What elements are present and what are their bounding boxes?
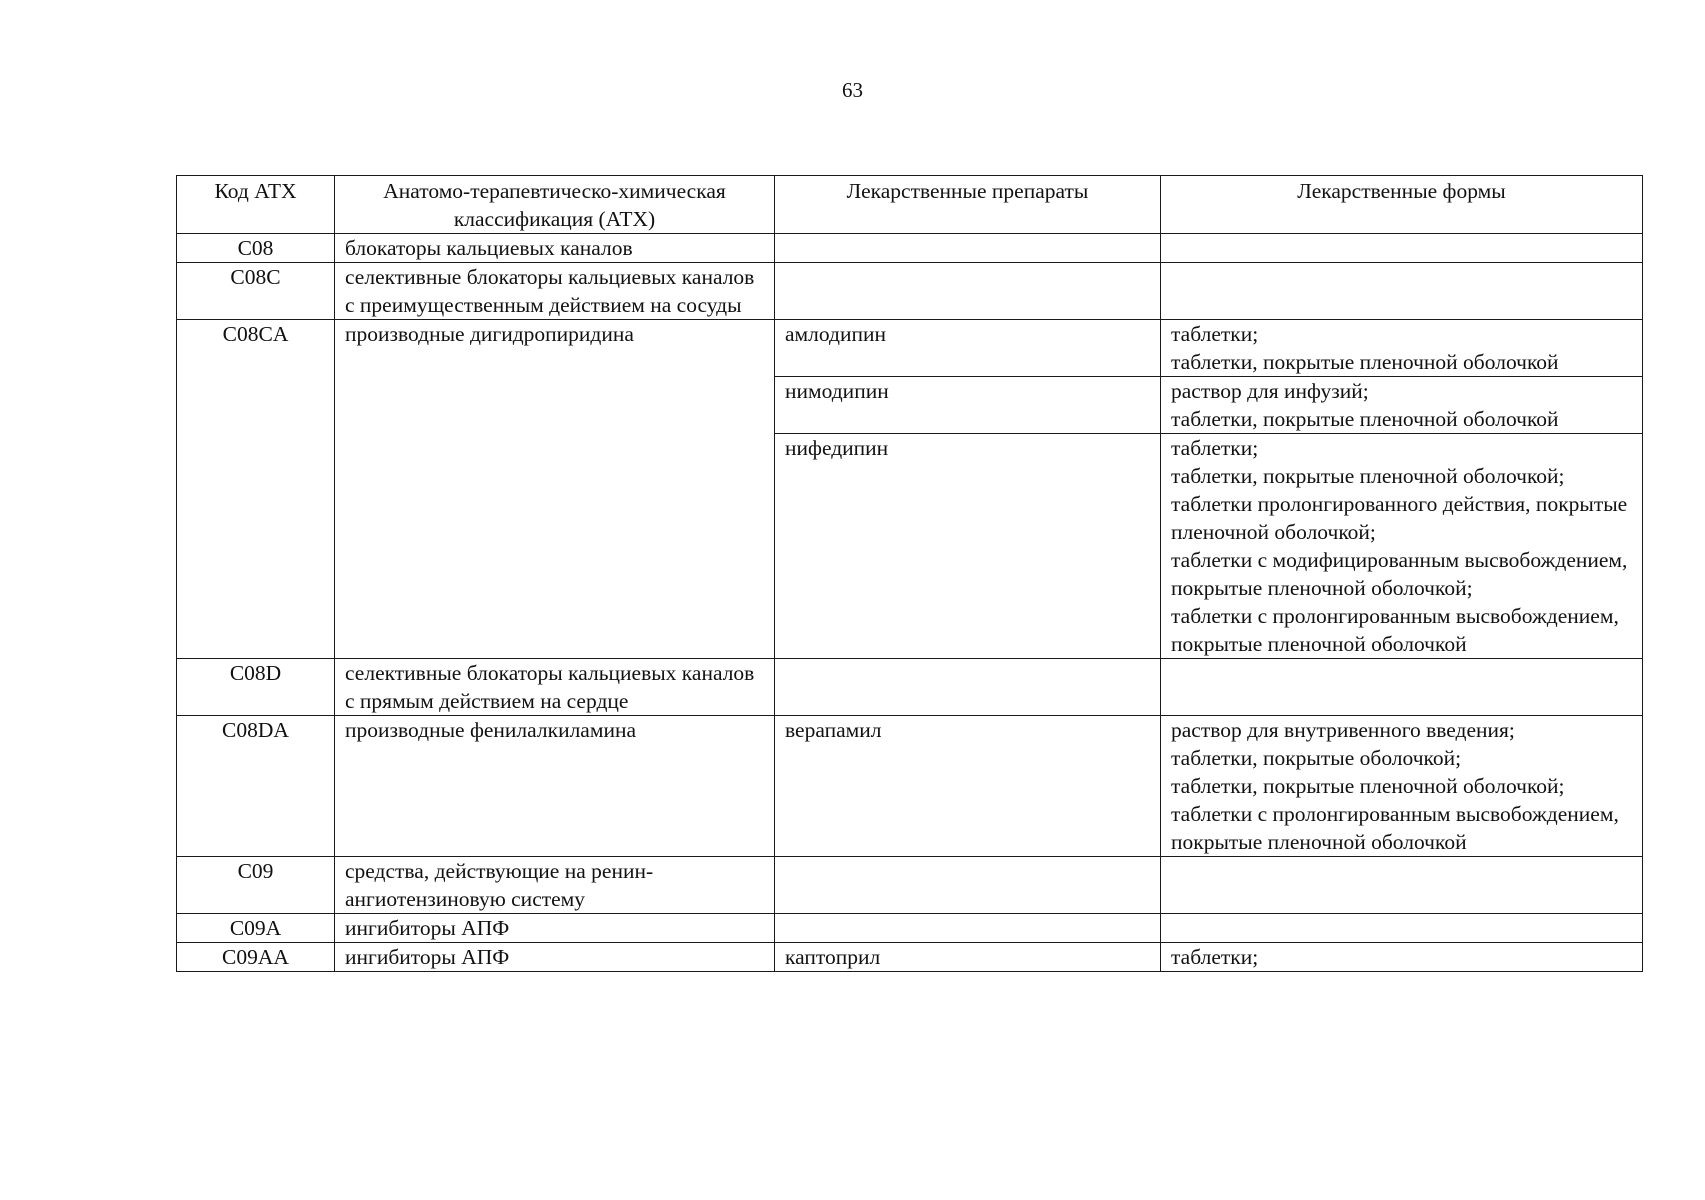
drug-form: таблетки с пролонгированным высвобождением, покрытые пленочной оболочкой — [1171, 802, 1619, 854]
atc-code: C09A — [177, 914, 335, 943]
atc-classification: ингибиторы АПФ — [335, 914, 775, 943]
header-classification: Анатомо-терапевтическо-химическая классификация (АТХ) — [335, 176, 775, 234]
drug-forms — [1161, 320, 1643, 377]
drug-name: верапамил — [775, 716, 1161, 857]
drug-forms — [1161, 943, 1643, 972]
atc-classification: блокаторы кальциевых каналов — [335, 234, 775, 263]
drug-forms — [1161, 716, 1643, 857]
table-row — [177, 914, 1643, 943]
drug-name: нифедипин — [775, 434, 1161, 659]
drug-name — [775, 914, 1161, 943]
drug-form: таблетки, покрытые пленочной оболочкой; — [1171, 774, 1565, 798]
drug-form: таблетки с пролонгированным высвобождением, покрытые пленочной оболочкой — [1171, 604, 1619, 656]
table-row — [177, 234, 1643, 263]
atc-code: C08C — [177, 263, 335, 320]
atc-code: C09 — [177, 857, 335, 914]
drug-forms — [1161, 914, 1643, 943]
drug-form: таблетки, покрытые пленочной оболочкой; — [1171, 464, 1565, 488]
drug-form: таблетки; — [1171, 945, 1259, 969]
drug-form: раствор для инфузий; — [1171, 379, 1369, 403]
atc-code: C09AA — [177, 943, 335, 972]
atc-code: C08DA — [177, 716, 335, 857]
atc-classification: производные дигидропиридина — [335, 320, 775, 659]
drug-name — [775, 234, 1161, 263]
drug-form: таблетки; — [1171, 436, 1259, 460]
table-row — [177, 943, 1643, 972]
table-row — [177, 263, 1643, 320]
drug-forms — [1161, 659, 1643, 716]
drug-name — [775, 659, 1161, 716]
drug-form: таблетки; — [1171, 322, 1259, 346]
header-code: Код АТХ — [177, 176, 335, 234]
drug-form: таблетки, покрытые пленочной оболочкой — [1171, 350, 1559, 374]
atc-classification: производные фенилалкиламина — [335, 716, 775, 857]
atc-code: C08CA — [177, 320, 335, 659]
drug-name: нимодипин — [775, 377, 1161, 434]
drug-forms — [1161, 234, 1643, 263]
drug-form: таблетки, покрытые оболочкой; — [1171, 746, 1462, 770]
atc-code: C08 — [177, 234, 335, 263]
atc-classification: селективные блокаторы кальциевых каналов с преимущественным действием на сосуды — [335, 263, 775, 320]
drug-name: каптоприл — [775, 943, 1161, 972]
drug-forms — [1161, 434, 1643, 659]
atc-code: C08D — [177, 659, 335, 716]
drug-name — [775, 857, 1161, 914]
table-row — [177, 320, 1643, 377]
table-row — [177, 857, 1643, 914]
drug-name — [775, 263, 1161, 320]
drug-form: таблетки с модифицированным высвобождением, покрытые пленочной оболочкой; — [1171, 548, 1628, 600]
atc-classification: ингибиторы АПФ — [335, 943, 775, 972]
atc-drug-table — [176, 175, 1643, 972]
drug-forms — [1161, 377, 1643, 434]
drug-form: раствор для внутривенного введения; — [1171, 718, 1515, 742]
table-header-row — [177, 176, 1643, 234]
atc-classification: средства, действующие на ренин-ангиотензиновую систему — [335, 857, 775, 914]
drug-forms — [1161, 857, 1643, 914]
page-number: 63 — [842, 78, 863, 102]
table-row — [177, 716, 1643, 857]
header-forms: Лекарственные формы — [1161, 176, 1643, 234]
drug-form: таблетки пролонгированного действия, покрытые пленочной оболочкой; — [1171, 492, 1628, 544]
drug-name: амлодипин — [775, 320, 1161, 377]
atc-classification: селективные блокаторы кальциевых каналов с прямым действием на сердце — [335, 659, 775, 716]
drug-form: таблетки, покрытые пленочной оболочкой — [1171, 407, 1559, 431]
header-drugs: Лекарственные препараты — [775, 176, 1161, 234]
table-row — [177, 659, 1643, 716]
drug-forms — [1161, 263, 1643, 320]
